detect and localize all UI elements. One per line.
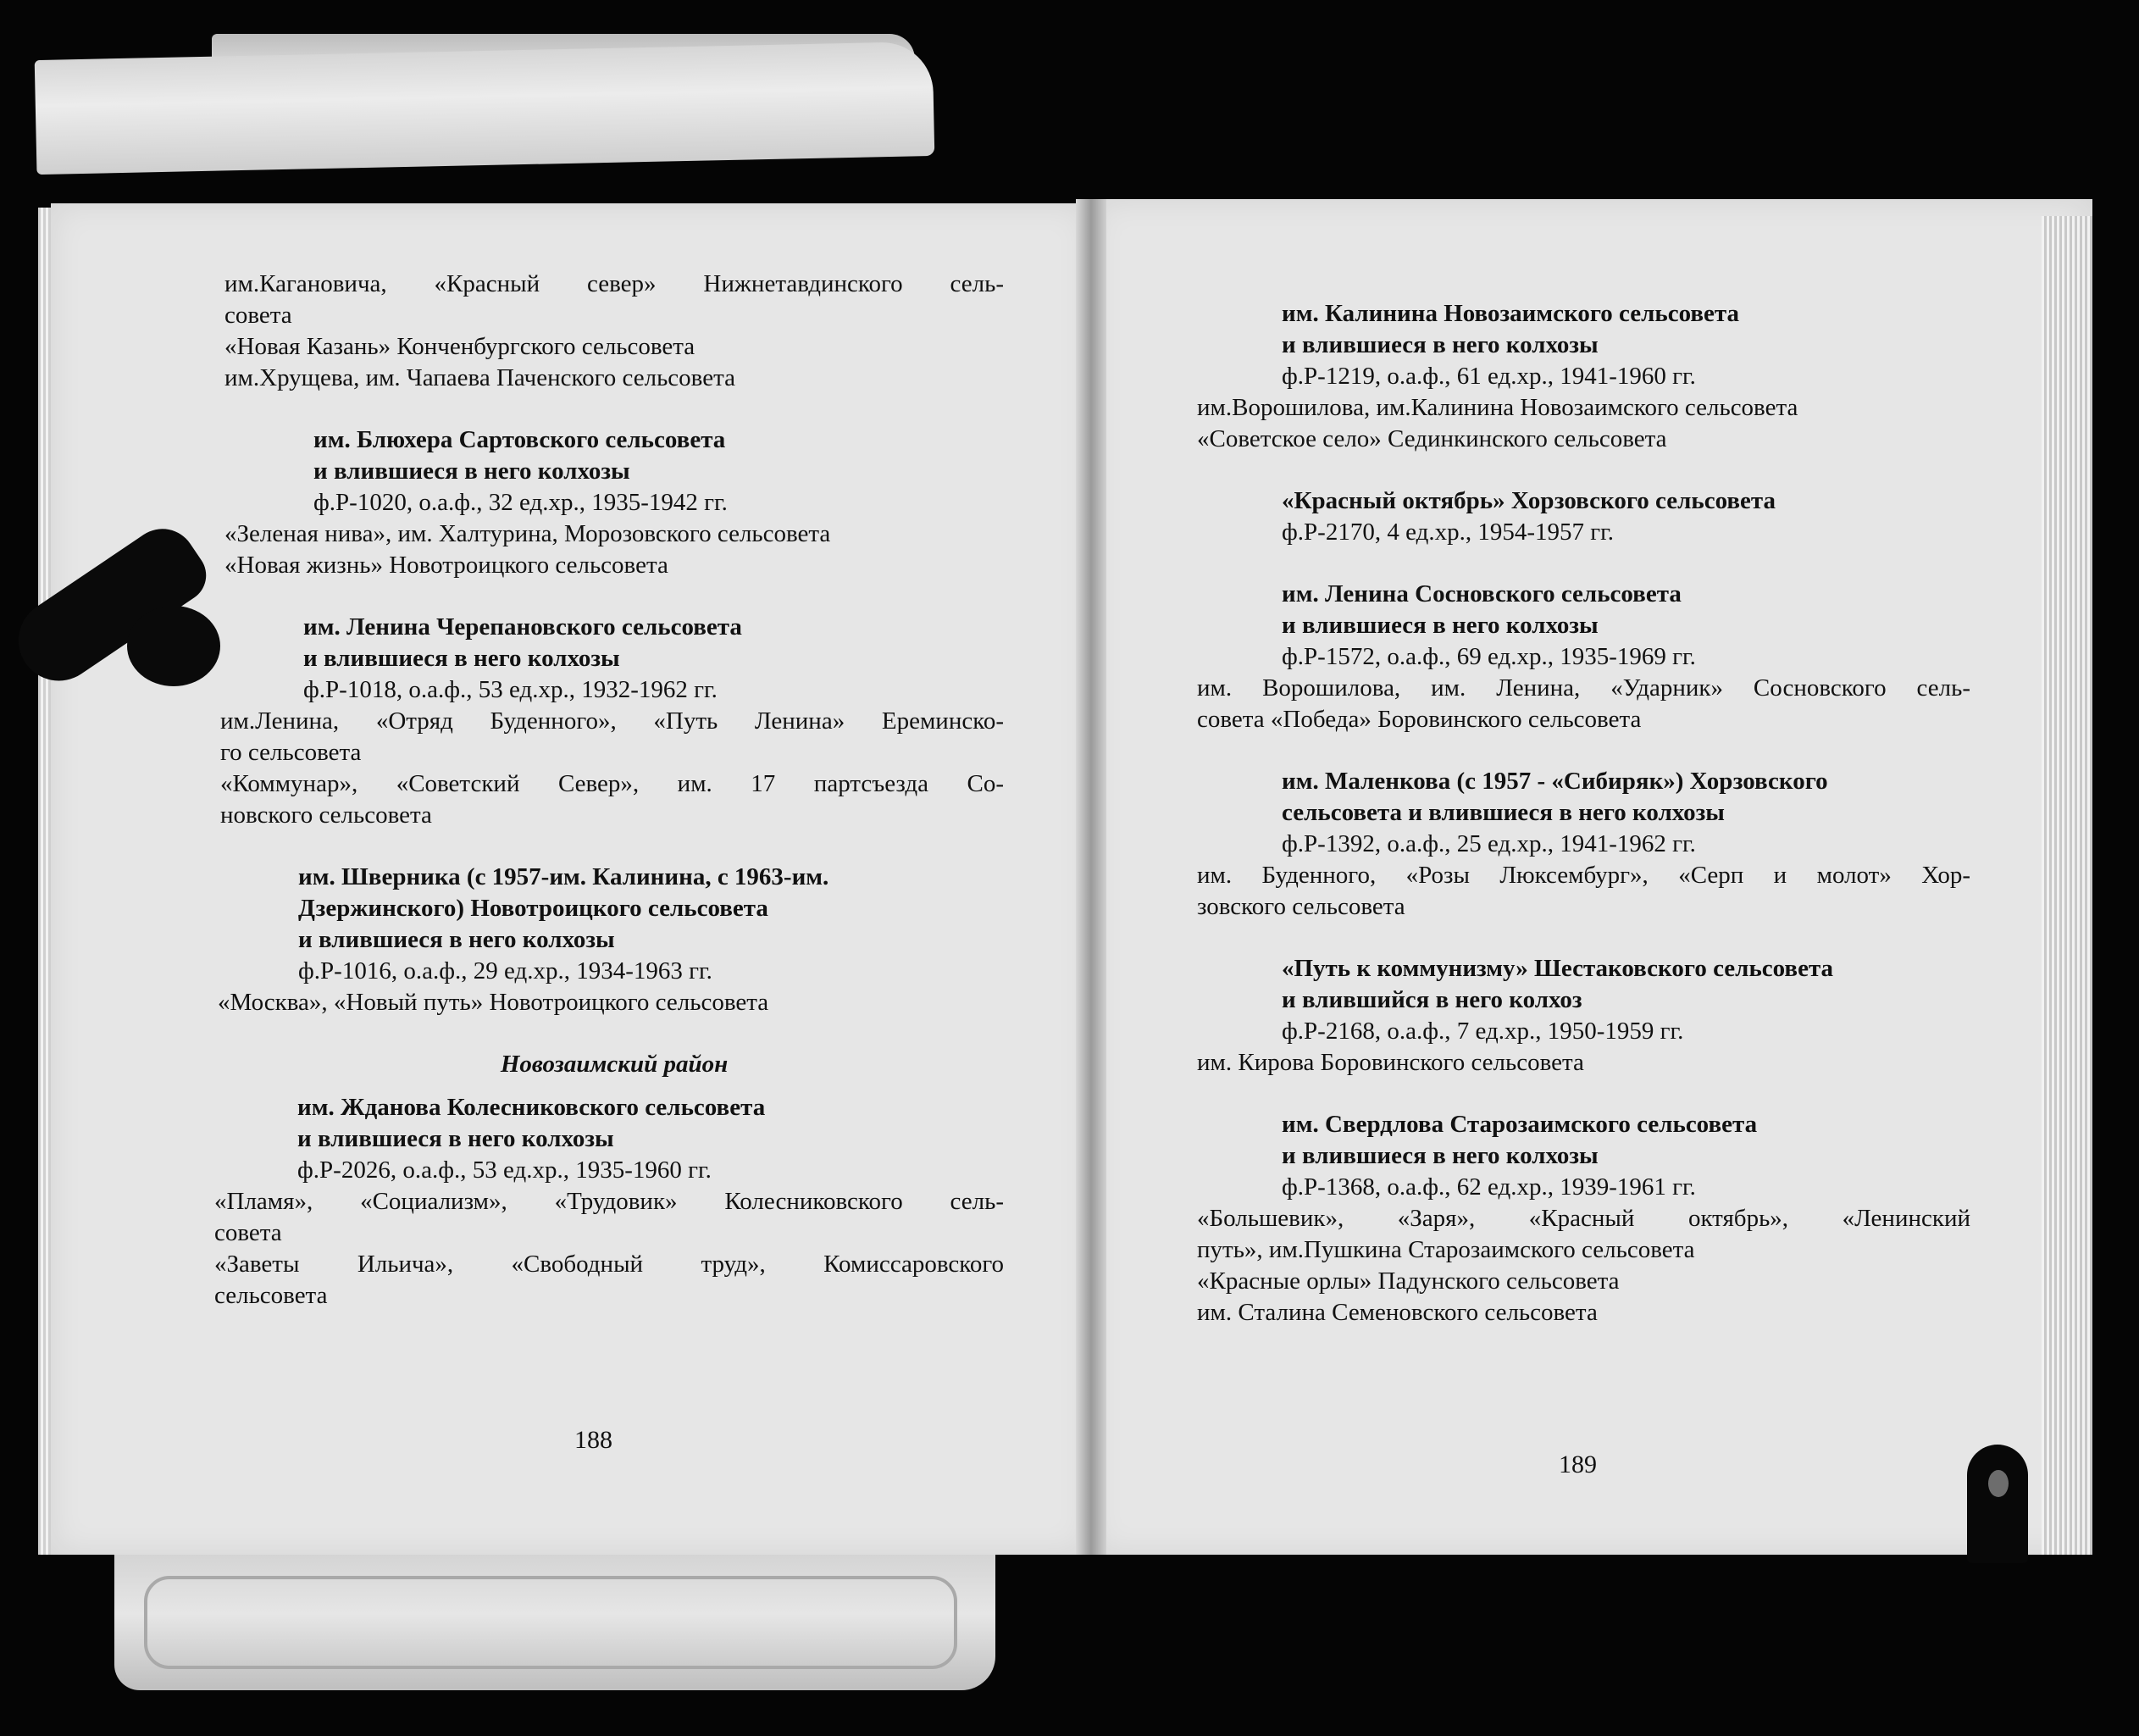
entry-line: путь», им.Пушкина Старозаимского сельсовета <box>1197 1236 1695 1263</box>
entry-heading: им. Ленина Сосновского сельсовета <box>1282 580 1682 607</box>
entry-heading: «Красный октябрь» Хорзовского сельсовета <box>1282 487 1776 514</box>
entry-line: «Новая жизнь» Новотроицкого сельсовета <box>224 552 668 579</box>
archive-entry <box>1197 1109 1970 1328</box>
entry-line: «Пламя», «Социализм», «Трудовик» Колесниковского сель- <box>214 1188 1004 1215</box>
page-clip <box>1967 1445 2028 1563</box>
entry-heading: сельсовета и влившиеся в него колхозы <box>1282 799 1725 826</box>
entry-line: зовского сельсовета <box>1197 893 1405 920</box>
entry-heading: им. Калинина Новозаимского сельсовета <box>1282 300 1740 327</box>
archive-entry <box>1197 579 1970 735</box>
entry-line: «Советское село» Сединкинского сельсовета <box>1197 425 1667 452</box>
entry-heading: Дзержинского) Новотроицкого сельсовета <box>298 895 768 922</box>
entry-heading: им. Блюхера Сартовского сельсовета <box>313 426 726 453</box>
entry-line: «Москва», «Новый путь» Новотроицкого сельсовета <box>218 989 769 1016</box>
entry-fond: ф.Р-1572, о.а.ф., 69 ед.хр., 1935-1969 гг. <box>1282 643 1696 670</box>
entry-line: им. Кирова Боровинского сельсовета <box>1197 1049 1584 1076</box>
right-page-text <box>1197 298 1970 1328</box>
entry-fond: ф.Р-1016, о.а.ф., 29 ед.хр., 1934-1963 гг. <box>298 957 712 984</box>
entry-fond: ф.Р-2026, о.а.ф., 53 ед.хр., 1935-1960 гг. <box>297 1156 712 1184</box>
intro-line: совета <box>224 302 292 329</box>
entry-fond: ф.Р-1392, о.а.ф., 25 ед.хр., 1941-1962 гг. <box>1282 830 1696 857</box>
district-subheading: Новозаимский район <box>500 1051 729 1078</box>
entry-line: сельсовета <box>214 1282 328 1309</box>
archive-entry <box>1197 485 1970 548</box>
entry-fond: ф.Р-1018, о.а.ф., 53 ед.хр., 1932-1962 гг. <box>303 676 718 703</box>
entry-line: новского сельсовета <box>220 801 432 829</box>
archive-entry <box>220 612 1004 831</box>
foam-pad-top <box>35 42 935 175</box>
intro-line: им.Хрущева, им. Чапаева Паченского сельсовета <box>224 364 735 391</box>
holding-finger-tip <box>127 606 220 686</box>
entry-line: им. Ворошилова, им. Ленина, «Ударник» Сосновского сель- <box>1197 674 1970 702</box>
entry-line: го сельсовета <box>220 739 362 766</box>
left-page-text <box>214 269 1004 1312</box>
entry-fond: ф.Р-2170, 4 ед.хр., 1954-1957 гг. <box>1282 519 1614 546</box>
entry-heading: им. Ленина Черепановского сельсовета <box>303 613 742 641</box>
entry-heading: и влившиеся в него колхозы <box>313 458 630 485</box>
entry-heading: им. Маленкова (с 1957 - «Сибиряк») Хорзовского <box>1282 768 1828 795</box>
entry-line: им.Ворошилова, им.Калинина Новозаимского сельсовета <box>1197 394 1798 421</box>
page-number-right: 189 <box>1559 1450 1597 1478</box>
entry-heading: и влившиеся в него колхозы <box>297 1125 614 1152</box>
entry-fond: ф.Р-1219, о.а.ф., 61 ед.хр., 1941-1960 гг. <box>1282 363 1696 390</box>
archive-entry <box>1197 298 1970 455</box>
page-edges-right <box>2042 216 2092 1555</box>
entry-heading: «Путь к коммунизму» Шестаковского сельсовета <box>1282 955 1834 982</box>
archive-entry <box>218 862 1004 1018</box>
archive-entry <box>1197 766 1970 923</box>
entry-line: совета «Победа» Боровинского сельсовета <box>1197 706 1642 733</box>
archive-entry <box>224 424 1004 581</box>
entry-line: «Зеленая нива», им. Халтурина, Морозовского сельсовета <box>224 520 831 547</box>
intro-line: «Новая Казань» Конченбургского сельсовета <box>224 333 695 360</box>
page-clip-hole <box>1988 1470 2009 1497</box>
entry-line: совета <box>214 1219 282 1246</box>
entry-line: им. Сталина Семеновского сельсовета <box>1197 1299 1598 1326</box>
entry-line: им.Ленина, «Отряд Буденного», «Путь Ленина» Ереминско- <box>220 707 1004 735</box>
entry-heading: и влившиеся в него колхозы <box>1282 612 1599 639</box>
entry-line: «Коммунар», «Советский Север», им. 17 партсъезда Со- <box>220 770 1004 797</box>
entry-fond: ф.Р-1368, о.а.ф., 62 ед.хр., 1939-1961 гг. <box>1282 1173 1696 1201</box>
entry-line: «Красные орлы» Падунского сельсовета <box>1197 1267 1620 1295</box>
entry-heading: и влившиеся в него колхозы <box>1282 331 1599 358</box>
entry-heading: и влившиеся в него колхозы <box>1282 1142 1599 1169</box>
entry-fond: ф.Р-1020, о.а.ф., 32 ед.хр., 1935-1942 гг. <box>313 489 728 516</box>
entry-heading: и влившиеся в него колхозы <box>303 645 620 672</box>
entry-heading: им. Жданова Колесниковского сельсовета <box>297 1094 766 1121</box>
entry-heading: им. Свердлова Старозаимского сельсовета <box>1282 1111 1758 1138</box>
entry-heading: им. Шверника (с 1957-им. Калинина, с 1963-им. <box>298 863 829 890</box>
entry-heading: и влившиеся в него колхозы <box>298 926 615 953</box>
archive-entry <box>1197 953 1970 1079</box>
foam-pad-bottom-ridge <box>144 1576 957 1669</box>
entry-line: «Большевик», «Заря», «Красный октябрь», «Ленинский <box>1197 1205 1970 1232</box>
book-gutter <box>1076 199 1106 1555</box>
entry-line: «Заветы Ильича», «Свободный труд», Комиссаровского <box>214 1251 1004 1278</box>
entry-heading: и влившийся в него колхоз <box>1282 986 1582 1013</box>
entry-line: им. Буденного, «Розы Люксембург», «Серп и молот» Хор- <box>1197 862 1970 889</box>
entry-fond: ф.Р-2168, о.а.ф., 7 ед.хр., 1950-1959 гг. <box>1282 1018 1684 1045</box>
page-number-left: 188 <box>574 1426 612 1454</box>
archive-entry <box>214 1092 1004 1312</box>
intro-line: им.Кагановича, «Красный север» Нижнетавдинского сель- <box>224 270 1004 297</box>
